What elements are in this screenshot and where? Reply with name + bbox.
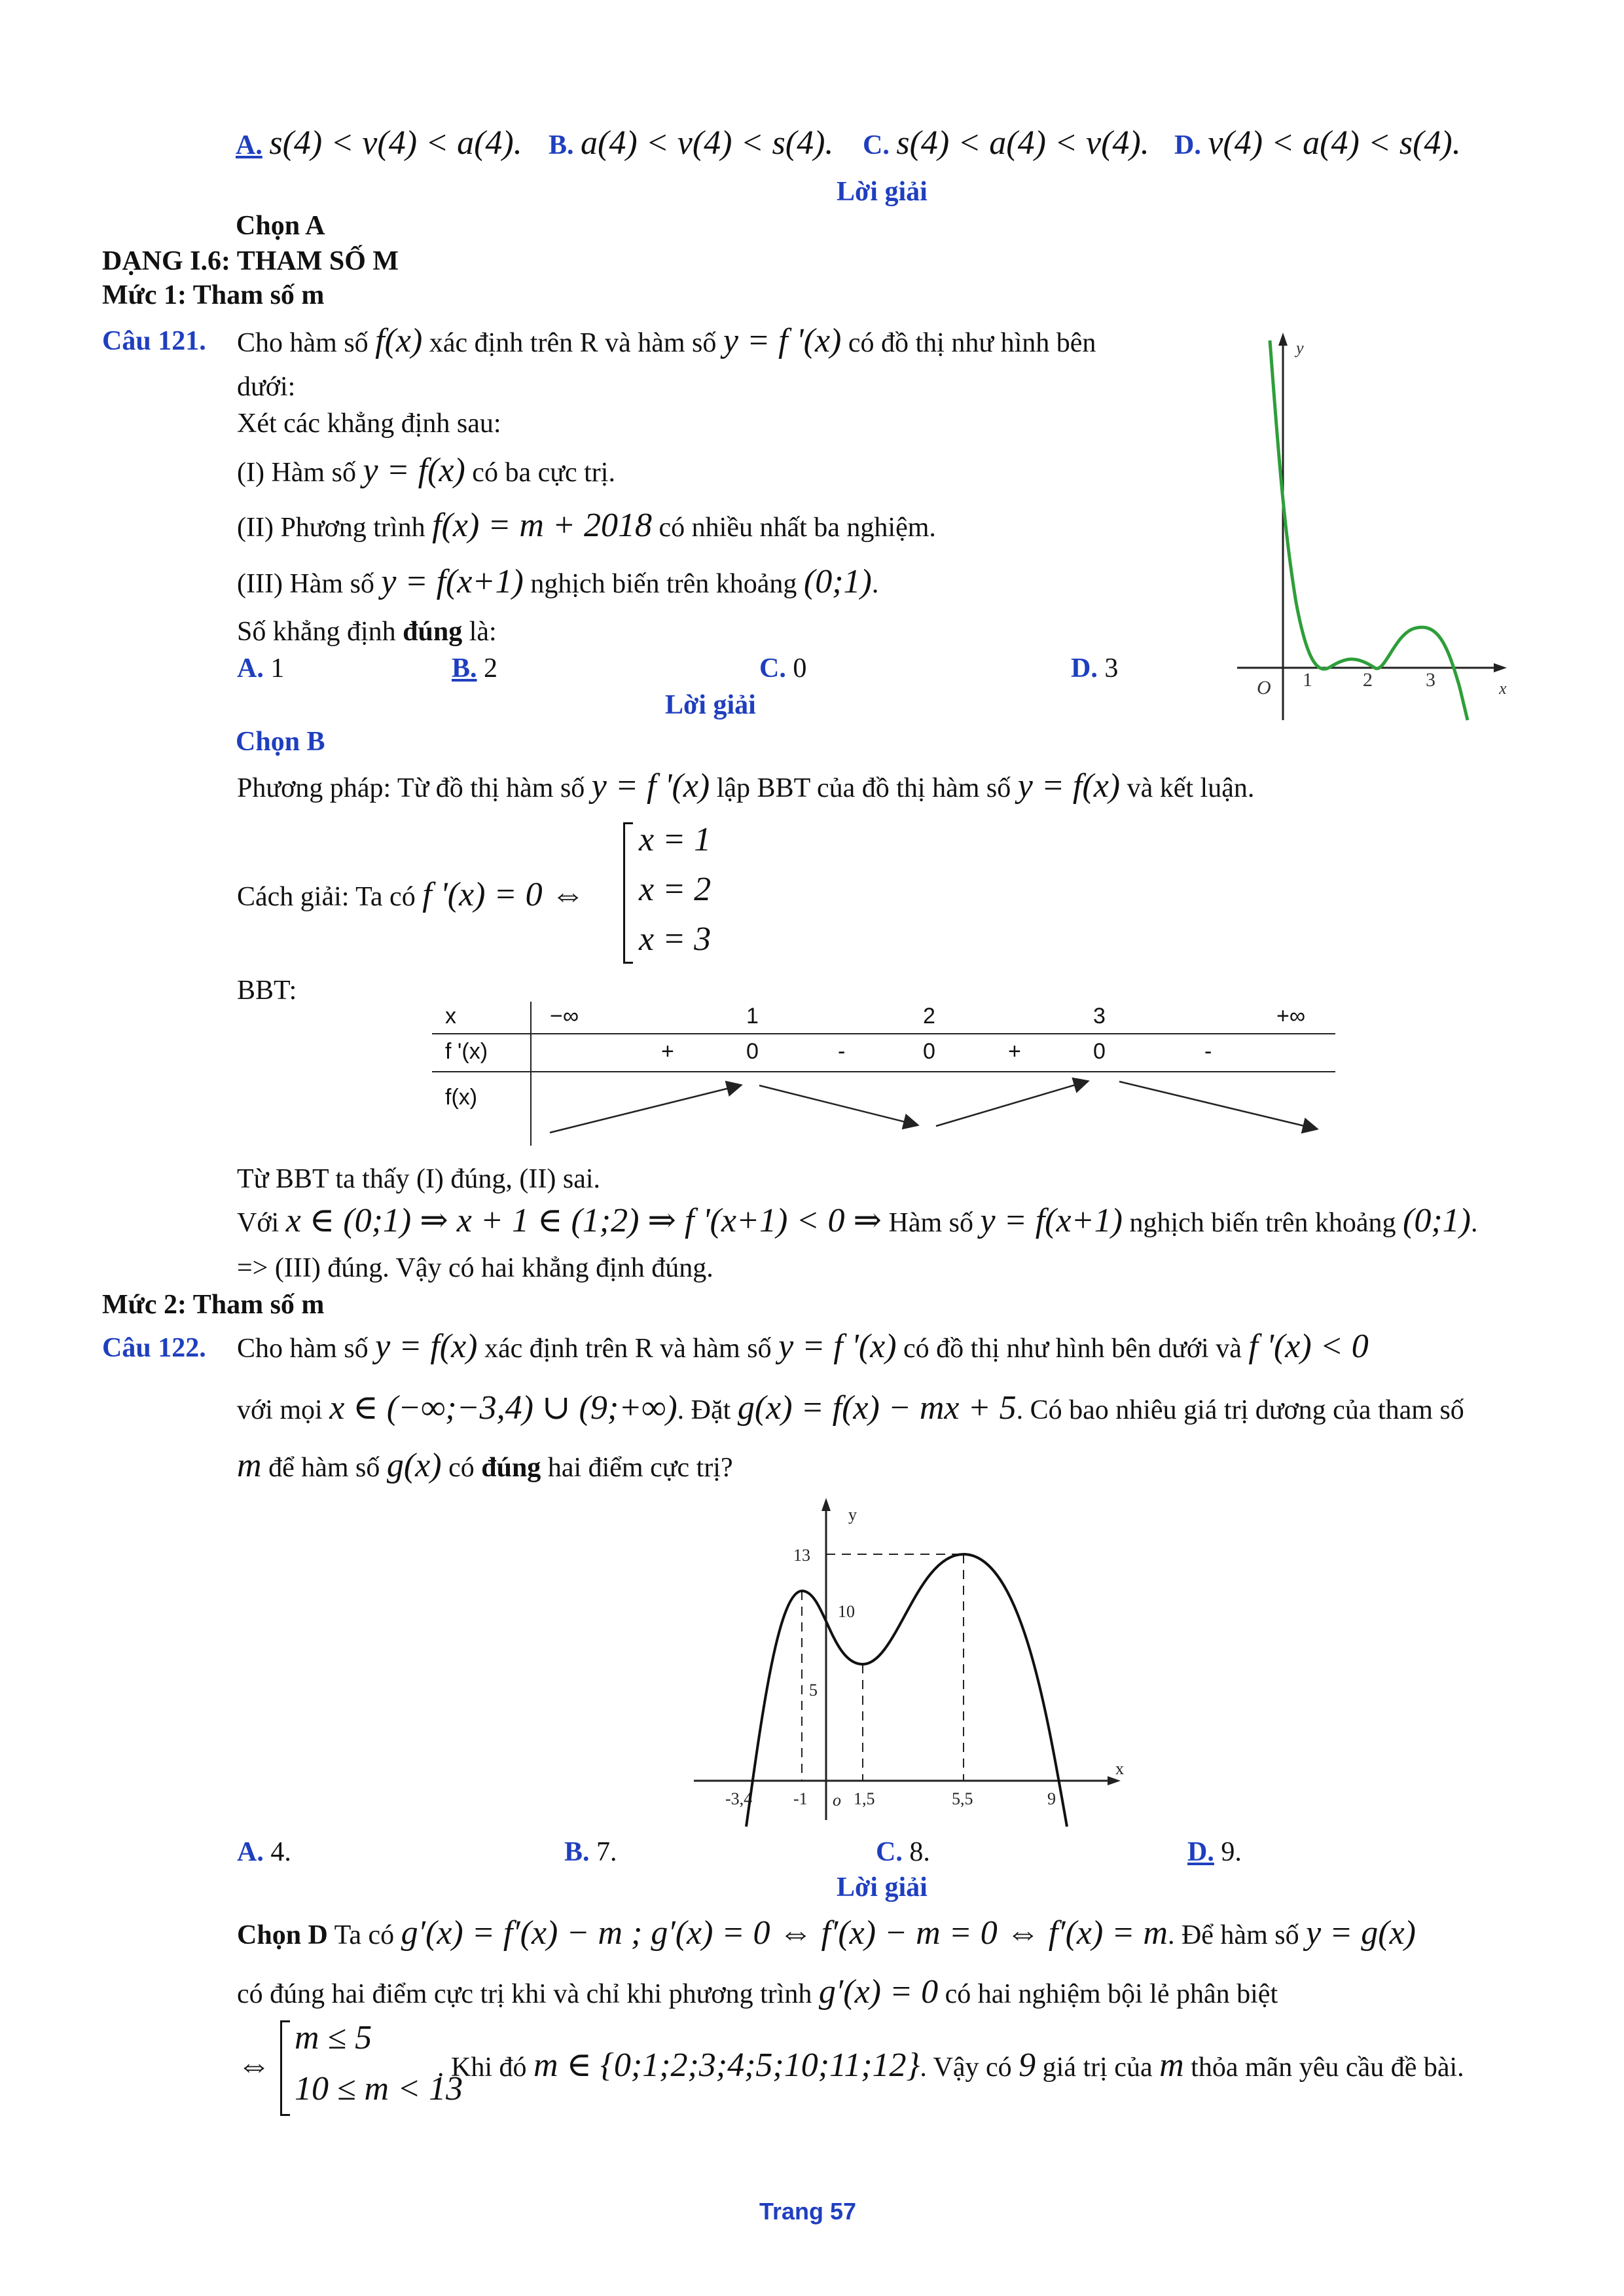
text: . [1470, 1208, 1478, 1238]
q122-line3 [237, 1446, 733, 1486]
table-f-header: f(x) [445, 1085, 478, 1110]
derivative-curve [746, 1554, 1067, 1827]
math: f '(x) = 0 ⇔ [422, 876, 585, 913]
top-option-b [549, 123, 833, 164]
option-letter: C. [759, 653, 786, 683]
table-sign: 0 [1093, 1039, 1106, 1064]
q121-statement-1 [237, 450, 615, 491]
top-option-a [236, 123, 522, 164]
text: và kết luận. [1127, 773, 1255, 803]
math: y = g(x) [1306, 1914, 1416, 1952]
math: f '(x) < 0 [1248, 1328, 1369, 1365]
q122-option-a [237, 1836, 291, 1868]
table-x-value: +∞ [1276, 1004, 1306, 1029]
variation-table [419, 1002, 1335, 1146]
text: Phương pháp: Từ đồ thị hàm số [237, 773, 585, 803]
table-sign: - [838, 1039, 846, 1064]
variation-arrows [419, 1072, 1335, 1146]
q121-line3: Xét các khẳng định sau: [237, 409, 501, 439]
text: nghịch biến trên khoảng [530, 569, 797, 599]
q121-label: Câu 121. [102, 326, 206, 356]
text: Ta có [334, 1920, 395, 1950]
option-letter: A. [237, 1837, 264, 1867]
x-tick-9: 9 [1047, 1789, 1056, 1808]
section-muc2: Mức 2: Tham số m [102, 1290, 325, 1320]
top-loi-giai: Lời giải [837, 177, 928, 207]
text: . Khi đó [437, 2052, 527, 2083]
text: Cho hàm số [237, 1334, 369, 1364]
row-divider [432, 1033, 1335, 1034]
table-sign: + [1008, 1039, 1021, 1064]
math: y = f(x+1) [980, 1202, 1123, 1239]
math: y = f(x+1) [381, 563, 524, 600]
x-tick-1: 1 [1303, 669, 1312, 691]
q122-label: Câu 122. [102, 1333, 206, 1363]
condition-1: m ≤ 5 [295, 2019, 372, 2056]
top-option-c [863, 123, 1149, 164]
text: (I) Hàm số [237, 458, 356, 488]
q122-solution-1 [237, 1913, 1416, 1954]
q121-conclusion-1: Từ BBT ta thấy (I) đúng, (II) sai. [237, 1164, 601, 1194]
origin-label: O [1257, 677, 1271, 699]
arrow-increasing [550, 1085, 740, 1133]
text: . Đặt [677, 1395, 731, 1425]
table-sign: - [1204, 1039, 1212, 1064]
x-tick-minus-3-4: -3,4 [725, 1789, 753, 1808]
y-axis-arrow [1278, 333, 1288, 346]
option-letter: C. [876, 1837, 903, 1867]
text: có đúng hai điểm cực trị khi và chỉ khi phương trình [237, 1979, 812, 2009]
option-letter: A. [236, 130, 262, 160]
y-tick-10: 10 [838, 1602, 855, 1621]
text: xác định trên R và hàm số [484, 1334, 772, 1364]
text: có đồ thị như hình bên dưới và [903, 1334, 1242, 1364]
text: có hai nghiệm bội lẻ phân biệt [945, 1979, 1278, 2009]
option-expression: s(4) < v(4) < a(4). [269, 124, 522, 162]
q122-option-d [1187, 1836, 1242, 1868]
q121-option-b [452, 652, 497, 685]
option-value: 2 [484, 653, 498, 683]
chon-label: Chọn D [237, 1920, 328, 1950]
text: lập BBT của đồ thị hàm số [716, 773, 1011, 803]
math: (0;1) [803, 563, 872, 600]
table-sign: 0 [923, 1039, 935, 1064]
math: x ∈ (0;1) ⇒ x + 1 ∈ (1;2) ⇒ f '(x+1) < 0 ⇒ [285, 1202, 882, 1239]
q122-derivative-graph [681, 1493, 1139, 1833]
page-footer: Trang 57 [759, 2198, 857, 2225]
q121-cach-giai [237, 875, 585, 915]
option-expression: a(4) < v(4) < s(4). [581, 124, 834, 162]
equivalence-symbol: ⇔ [237, 2047, 271, 2084]
section-dang: DẠNG I.6: THAM SỐ M [102, 246, 399, 276]
text: thỏa mãn yêu cầu đề bài. [1191, 2052, 1464, 2083]
q122-line2 [237, 1388, 1464, 1429]
top-option-d [1174, 123, 1461, 164]
text: nghịch biến trên khoảng [1129, 1208, 1396, 1238]
option-letter: B. [564, 1837, 590, 1867]
system-bracket [623, 822, 633, 964]
text: có ba cực trị. [472, 458, 615, 488]
text: Hàm số [888, 1208, 974, 1238]
q122-loi-giai: Lời giải [837, 1872, 928, 1903]
math: x ∈ (−∞;−3,4) ∪ (9;+∞) [329, 1389, 677, 1427]
math: (0;1) [1403, 1202, 1471, 1239]
option-letter: D. [1071, 653, 1098, 683]
x-tick-3: 3 [1426, 669, 1435, 691]
math: g(x) [386, 1447, 442, 1484]
option-expression: v(4) < a(4) < s(4). [1208, 124, 1461, 162]
table-x-value: −∞ [550, 1004, 579, 1029]
math: 9 [1019, 2047, 1036, 2084]
text: . Vậy có [920, 2052, 1012, 2083]
math: m [237, 1447, 262, 1484]
option-letter: D. [1187, 1837, 1214, 1867]
text: là: [469, 617, 497, 647]
q121-conclusion-2 [237, 1201, 1477, 1241]
x-tick-minus-1: -1 [793, 1789, 808, 1808]
math: f(x) [375, 322, 423, 359]
root-2: x = 2 [639, 871, 712, 908]
x-tick-2: 2 [1363, 669, 1373, 691]
q122-line1 [237, 1326, 1369, 1367]
y-axis-arrow [821, 1498, 831, 1511]
option-letter: C. [863, 130, 890, 160]
x-axis-label: x [1115, 1759, 1124, 1778]
table-fprime-header: f '(x) [445, 1039, 488, 1064]
q122-solution-3 [437, 2045, 1464, 2086]
y-tick-5: 5 [809, 1681, 818, 1700]
option-value: 7. [596, 1837, 617, 1867]
table-x-header: x [445, 1004, 456, 1029]
q121-statement-3 [237, 562, 878, 602]
text: xác định trên R và hàm số [429, 328, 717, 358]
option-value: 9. [1221, 1837, 1242, 1867]
q121-line2: dưới: [237, 372, 296, 402]
text: . [871, 569, 879, 599]
text: Với [237, 1208, 280, 1238]
math: y = f '(x) [723, 322, 842, 359]
option-value: 0 [793, 653, 807, 683]
arrow-decreasing [1119, 1082, 1316, 1129]
text: có đồ thị như hình bên [848, 328, 1096, 358]
option-value: 3 [1104, 653, 1119, 683]
math: f(x) = m + 2018 [432, 507, 653, 544]
q121-phuong-phap [237, 766, 1254, 807]
option-letter: D. [1174, 130, 1201, 160]
x-axis-arrow [1494, 663, 1507, 672]
root-3: x = 3 [639, 920, 712, 958]
math: m ∈ {0;1;2;3;4;5;10;11;12} [533, 2047, 920, 2084]
derivative-curve [1270, 340, 1468, 720]
q121-option-c [759, 652, 806, 685]
table-sign: + [661, 1039, 674, 1064]
text: Cho hàm số [237, 328, 369, 358]
section-muc1: Mức 1: Tham số m [102, 280, 325, 310]
q122-option-c [876, 1836, 930, 1868]
option-value: 4. [270, 1837, 291, 1867]
q121-option-d [1071, 652, 1118, 685]
math: y = f(x) [1017, 767, 1121, 805]
condition-2: 10 ≤ m < 13 [295, 2070, 463, 2107]
text: có nhiều nhất ba nghiệm. [659, 513, 936, 543]
x-tick-5-5: 5,5 [952, 1789, 973, 1808]
option-expression: s(4) < a(4) < v(4). [896, 124, 1149, 162]
math: g(x) = f(x) − mx + 5 [737, 1389, 1017, 1427]
math: y = f '(x) [778, 1328, 897, 1365]
text: hai điểm cực trị? [547, 1453, 733, 1483]
x-tick-1-5: 1,5 [854, 1789, 875, 1808]
math: g′(x) = f′(x) − m ; g′(x) = 0 ⇔ f′(x) − m = 0 ⇔ f′(x) = m [401, 1914, 1168, 1952]
q121-loi-giai: Lời giải [665, 690, 756, 720]
option-letter: B. [549, 130, 574, 160]
option-letter: A. [237, 653, 264, 683]
q122-option-b [564, 1836, 617, 1868]
q121-derivative-graph [1224, 327, 1525, 733]
math: y = f '(x) [591, 767, 710, 805]
q121-conclusion-3: => (III) đúng. Vậy có hai khẳng định đúng. [237, 1253, 713, 1283]
text-bold: đúng [481, 1453, 541, 1483]
arrow-decreasing [759, 1085, 916, 1125]
text: với mọi [237, 1395, 323, 1425]
text: Số khẳng định [237, 617, 396, 647]
origin-label: o [833, 1791, 841, 1810]
top-chon: Chọn A [236, 211, 325, 241]
q122-solution-2 [237, 1972, 1278, 2013]
y-axis-label: y [1296, 338, 1304, 357]
text: giá trị của [1042, 2052, 1153, 2083]
table-sign: 0 [746, 1039, 759, 1064]
y-axis-label: y [848, 1505, 857, 1524]
q121-chon: Chọn B [236, 727, 325, 757]
math: g′(x) = 0 [818, 1973, 939, 2011]
q121-line1 [237, 321, 1096, 361]
text: (III) Hàm số [237, 569, 374, 599]
text: (II) Phương trình [237, 513, 425, 543]
text-bold: đúng [403, 617, 463, 647]
bbt-label: BBT: [237, 975, 297, 1006]
math: m [1159, 2047, 1184, 2084]
option-letter: B. [452, 653, 477, 683]
table-x-value: 2 [923, 1004, 935, 1029]
table-x-value: 3 [1093, 1004, 1106, 1029]
q121-count-line [237, 615, 497, 648]
q121-statement-2 [237, 505, 936, 546]
table-x-value: 1 [746, 1004, 759, 1029]
q121-option-a [237, 652, 284, 685]
y-tick-13: 13 [793, 1546, 810, 1565]
arrow-increasing [936, 1082, 1087, 1126]
root-1: x = 1 [639, 821, 712, 858]
x-axis-label: x [1499, 679, 1507, 698]
system-bracket [280, 2020, 290, 2116]
text: . Có bao nhiêu giá trị dương của tham số [1016, 1395, 1464, 1425]
text: có [448, 1453, 475, 1483]
text: Cách giải: Ta có [237, 882, 416, 912]
text: . Để hàm số [1167, 1920, 1299, 1950]
option-value: 8. [909, 1837, 930, 1867]
text: để hàm số [268, 1453, 380, 1483]
math: y = f(x) [363, 452, 465, 489]
math: y = f(x) [375, 1328, 478, 1365]
option-value: 1 [270, 653, 285, 683]
